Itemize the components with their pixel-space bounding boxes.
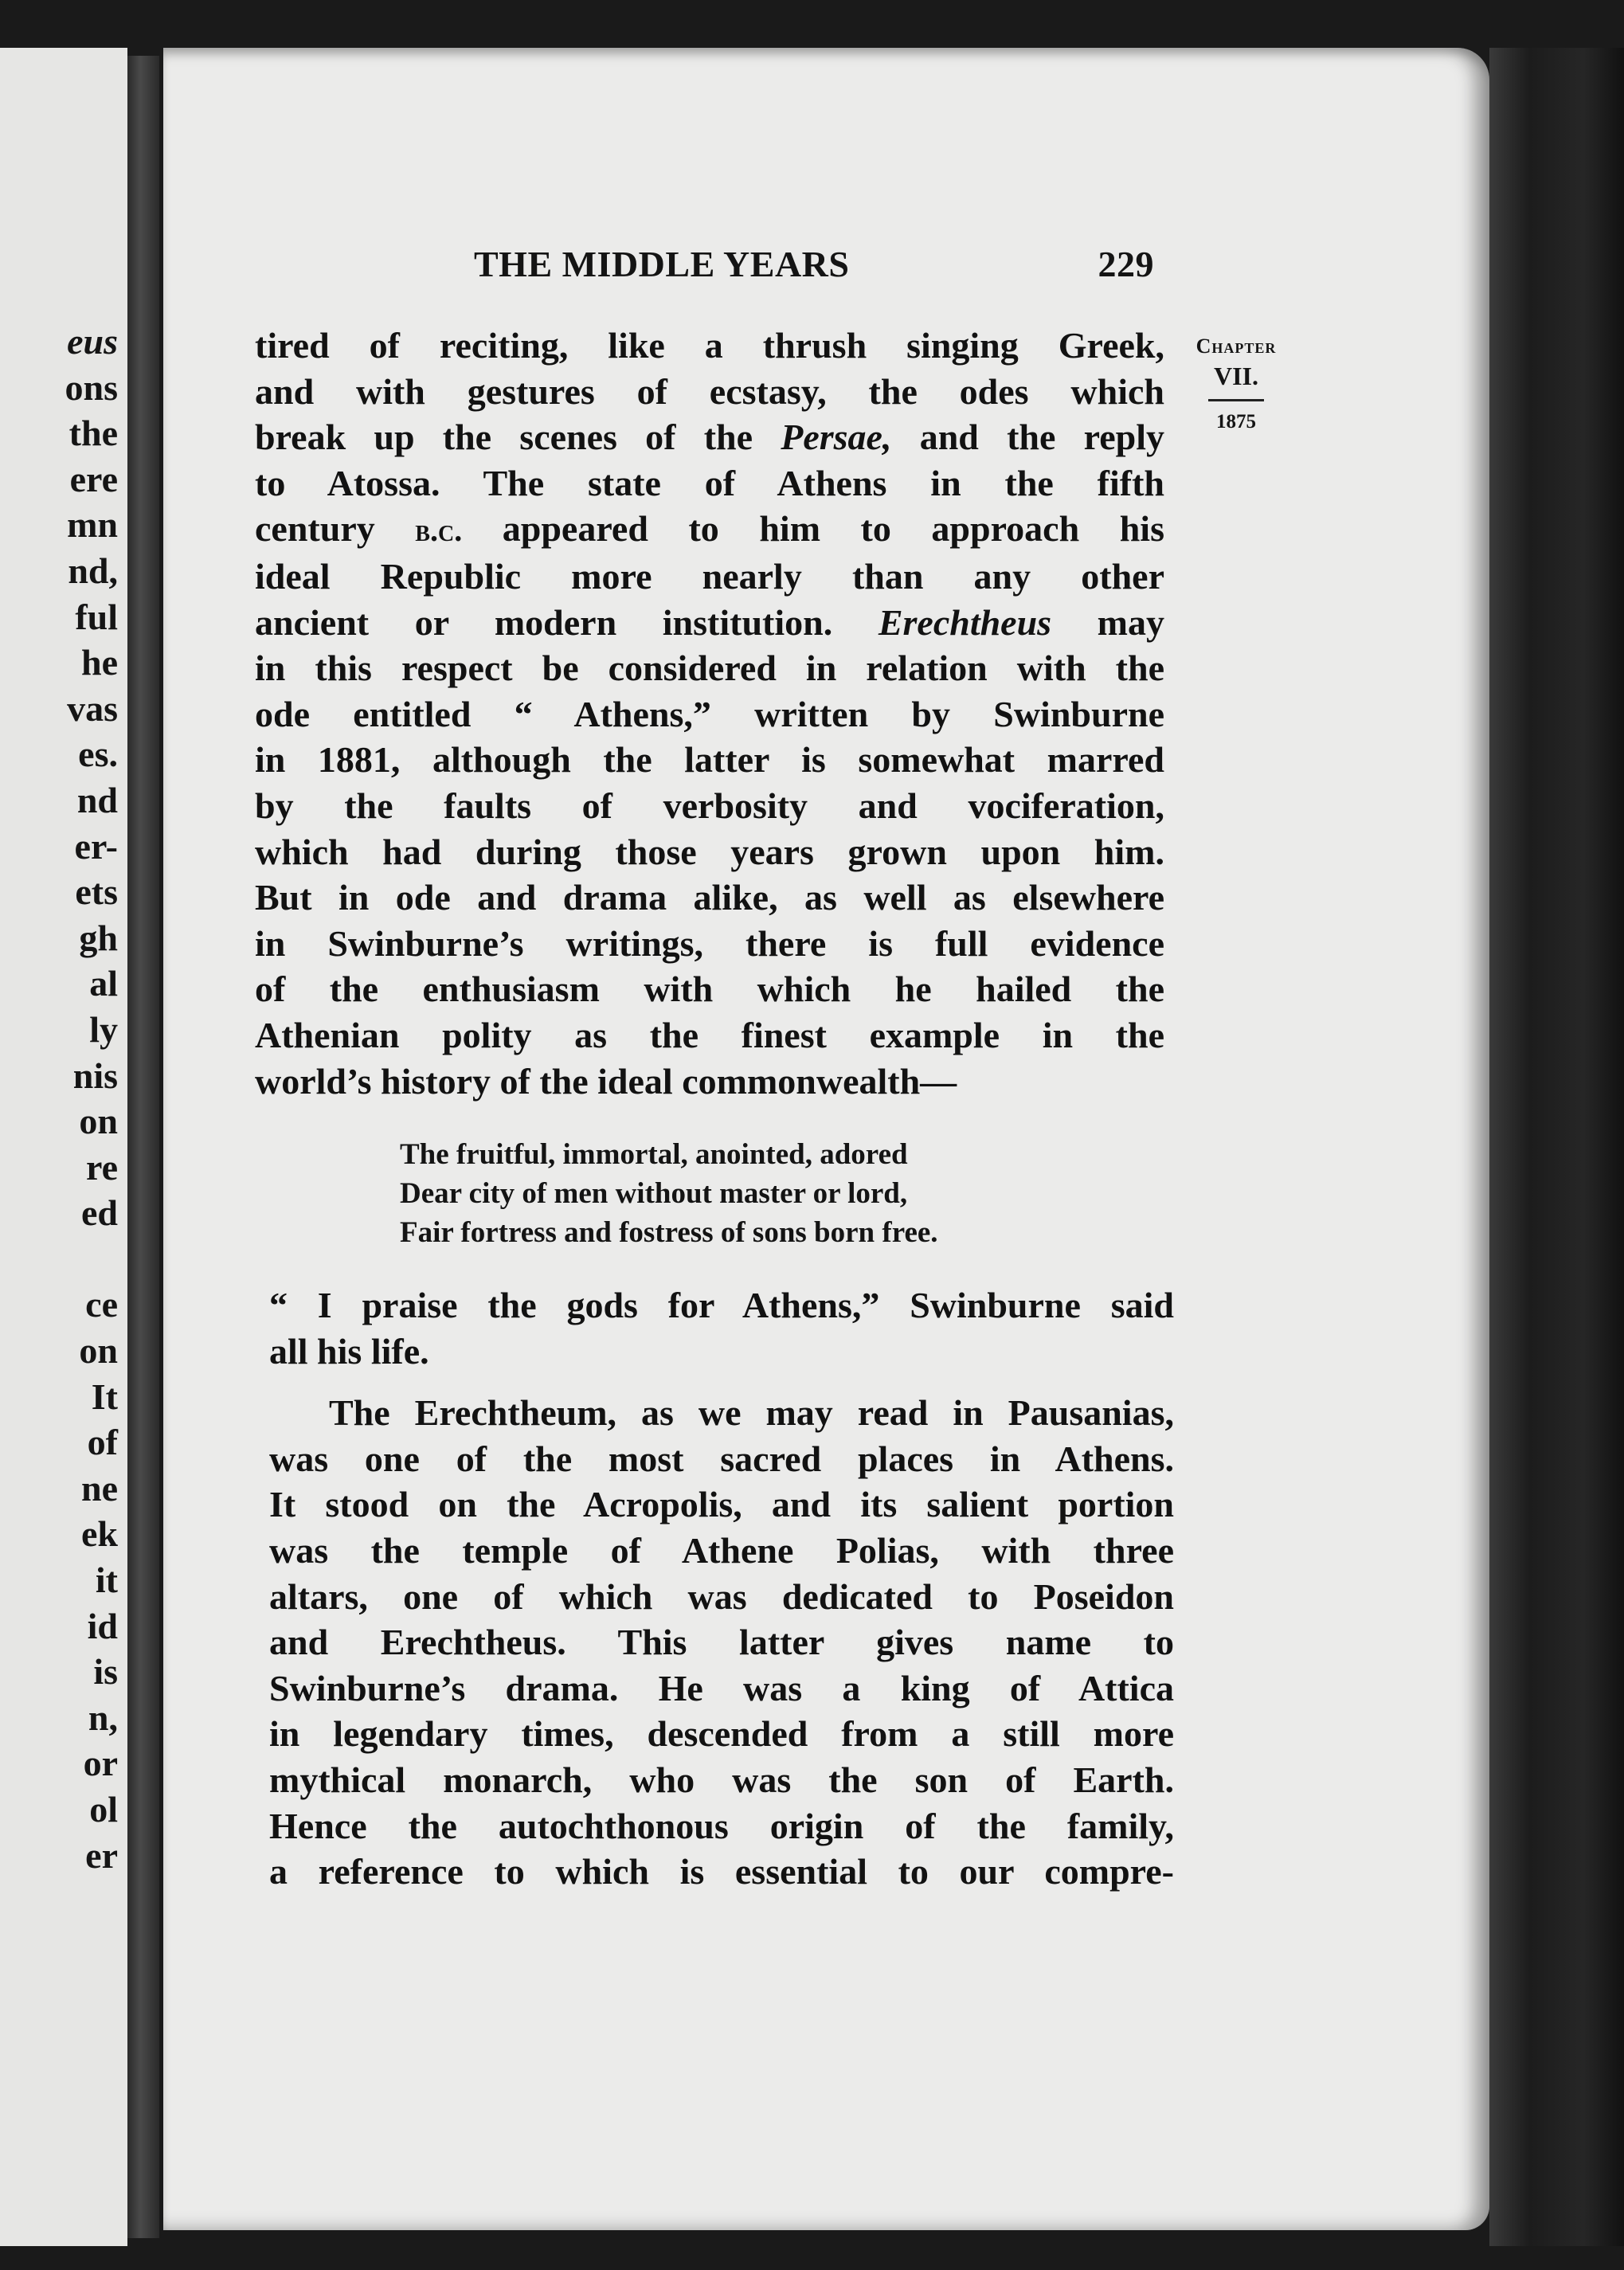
facing-fragment: on bbox=[79, 1330, 118, 1372]
facing-fragment: the bbox=[68, 413, 118, 454]
text-line: tired of reciting, like a thrush singing Greek, bbox=[255, 325, 1164, 366]
book-edge bbox=[1489, 48, 1624, 2246]
verse-line: The fruitful, immortal, anointed, adored bbox=[400, 1138, 908, 1171]
verse-line: Fair fortress and fostress of sons born free. bbox=[400, 1216, 938, 1249]
text-line: to Atossa. The state of Athens in the fifth bbox=[255, 462, 1164, 503]
facing-fragment: n, bbox=[88, 1697, 118, 1738]
facing-fragment: ed bbox=[81, 1192, 118, 1234]
verse-line: Dear city of men without master or lord, bbox=[400, 1177, 908, 1210]
text-line: Swinburne’s drama. He was a king of Attica bbox=[269, 1667, 1174, 1708]
facing-fragment: vas bbox=[67, 687, 118, 729]
text-line: was the temple of Athene Polias, with three bbox=[269, 1529, 1174, 1571]
text-line: in this respect be considered in relation with the bbox=[255, 648, 1164, 689]
facing-fragment: ek bbox=[81, 1513, 118, 1555]
text-line: It stood on the Acropolis, and its salient portion bbox=[269, 1484, 1174, 1525]
text-run: may bbox=[1051, 601, 1164, 643]
text-run: break up the scenes of the bbox=[255, 417, 781, 458]
paragraph-gap bbox=[269, 1374, 1174, 1390]
text-line: The Erechtheum, as we may read in Pausanias, bbox=[329, 1392, 1174, 1434]
facing-fragment: he bbox=[81, 642, 118, 683]
facing-fragment: ets bbox=[75, 871, 118, 913]
text-line: which had during those years grown upon him. bbox=[255, 831, 1164, 872]
text-run: and the reply bbox=[891, 417, 1164, 458]
facing-fragment: nis bbox=[72, 1055, 118, 1096]
paragraphs-2-3 bbox=[269, 1282, 1174, 1895]
facing-fragment: nd bbox=[76, 779, 118, 820]
running-head bbox=[474, 243, 1159, 291]
work-title: Erechtheus bbox=[878, 601, 1052, 643]
margin-year: 1875 bbox=[1216, 411, 1256, 432]
text-line bbox=[255, 600, 1164, 646]
text-line: world’s history of the ideal commonwealth— bbox=[255, 1060, 957, 1102]
facing-fragment: eus bbox=[67, 321, 118, 362]
facing-fragment: of bbox=[87, 1422, 118, 1463]
text-line: and with gestures of ecstasy, the odes which bbox=[255, 370, 1164, 412]
facing-fragment: nd, bbox=[68, 550, 118, 591]
text-line: of the enthusiasm with which he hailed the bbox=[255, 969, 1164, 1010]
facing-page-text bbox=[0, 319, 127, 1878]
facing-fragment: it bbox=[95, 1560, 118, 1601]
text-line: mythical monarch, who was the son of Earth. bbox=[269, 1759, 1174, 1800]
facing-fragment: ol bbox=[89, 1789, 118, 1830]
text-line: But in ode and drama alike, as well as elsewhere bbox=[255, 877, 1164, 918]
margin-note bbox=[1177, 335, 1295, 433]
facing-fragment: on bbox=[79, 1101, 118, 1142]
chapter-label: Chapter bbox=[1195, 335, 1277, 358]
text-run: century bbox=[255, 508, 416, 550]
facing-fragment: al bbox=[89, 963, 118, 1004]
facing-fragment: id bbox=[87, 1605, 118, 1646]
facing-fragment: mn bbox=[67, 504, 118, 546]
facing-fragment: er bbox=[85, 1834, 118, 1876]
facing-fragment: It bbox=[91, 1376, 118, 1417]
paragraph-1 bbox=[255, 323, 1164, 1104]
text-line: Athenian polity as the finest example in the bbox=[255, 1014, 1164, 1055]
facing-fragment: er- bbox=[74, 825, 118, 867]
text-line: Hence the autochthonous origin of the family, bbox=[269, 1805, 1174, 1846]
text-line bbox=[255, 506, 1164, 554]
text-line: in Swinburne’s writings, there is full evidence bbox=[255, 922, 1164, 964]
text-line: by the faults of verbosity and vociferation, bbox=[255, 785, 1164, 826]
text-line: ideal Republic more nearly than any other bbox=[255, 555, 1164, 597]
margin-rule bbox=[1208, 399, 1264, 401]
text-line: a reference to which is essential to our compre- bbox=[269, 1851, 1174, 1892]
text-line: altars, one of which was dedicated to Poseidon bbox=[269, 1575, 1174, 1617]
facing-fragment: re bbox=[85, 1146, 118, 1188]
book-gutter bbox=[127, 56, 159, 2238]
text-line: was one of the most sacred places in Athens. bbox=[269, 1438, 1174, 1479]
text-run: appeared to him to approach his bbox=[462, 508, 1164, 550]
facing-fragment: is bbox=[93, 1651, 118, 1693]
facing-fragment: ly bbox=[89, 1008, 118, 1050]
chapter-number: VII. bbox=[1213, 362, 1258, 390]
text-line: in 1881, although the latter is somewhat marred bbox=[255, 739, 1164, 781]
facing-fragment: es. bbox=[78, 734, 118, 775]
text-line: “ I praise the gods for Athens,” Swinburne said bbox=[269, 1285, 1174, 1325]
running-title: THE MIDDLE YEARS bbox=[474, 244, 850, 284]
text-line: in legendary times, descended from a still more bbox=[269, 1713, 1174, 1755]
text-line: ode entitled “ Athens,” written by Swinburne bbox=[255, 693, 1164, 734]
facing-fragment: ere bbox=[69, 458, 118, 499]
facing-fragment: ne bbox=[81, 1467, 118, 1509]
text-run: ancient or modern institution. bbox=[255, 601, 879, 643]
text-line: all his life. bbox=[269, 1330, 429, 1372]
facing-fragment: ful bbox=[75, 596, 118, 637]
facing-fragment: gh bbox=[79, 917, 118, 958]
work-title: Persae, bbox=[781, 417, 892, 458]
facing-fragment: ons bbox=[65, 366, 118, 408]
verse-quotation bbox=[400, 1135, 1117, 1252]
text-line bbox=[255, 414, 1164, 460]
facing-fragment: ce bbox=[85, 1284, 118, 1325]
facing-fragment: or bbox=[83, 1743, 118, 1784]
facing-gap bbox=[0, 1236, 127, 1282]
era-abbreviation: b.c. bbox=[415, 512, 463, 549]
text-line: and Erechtheus. This latter gives name to bbox=[269, 1622, 1174, 1663]
page-number: 229 bbox=[1098, 244, 1154, 284]
